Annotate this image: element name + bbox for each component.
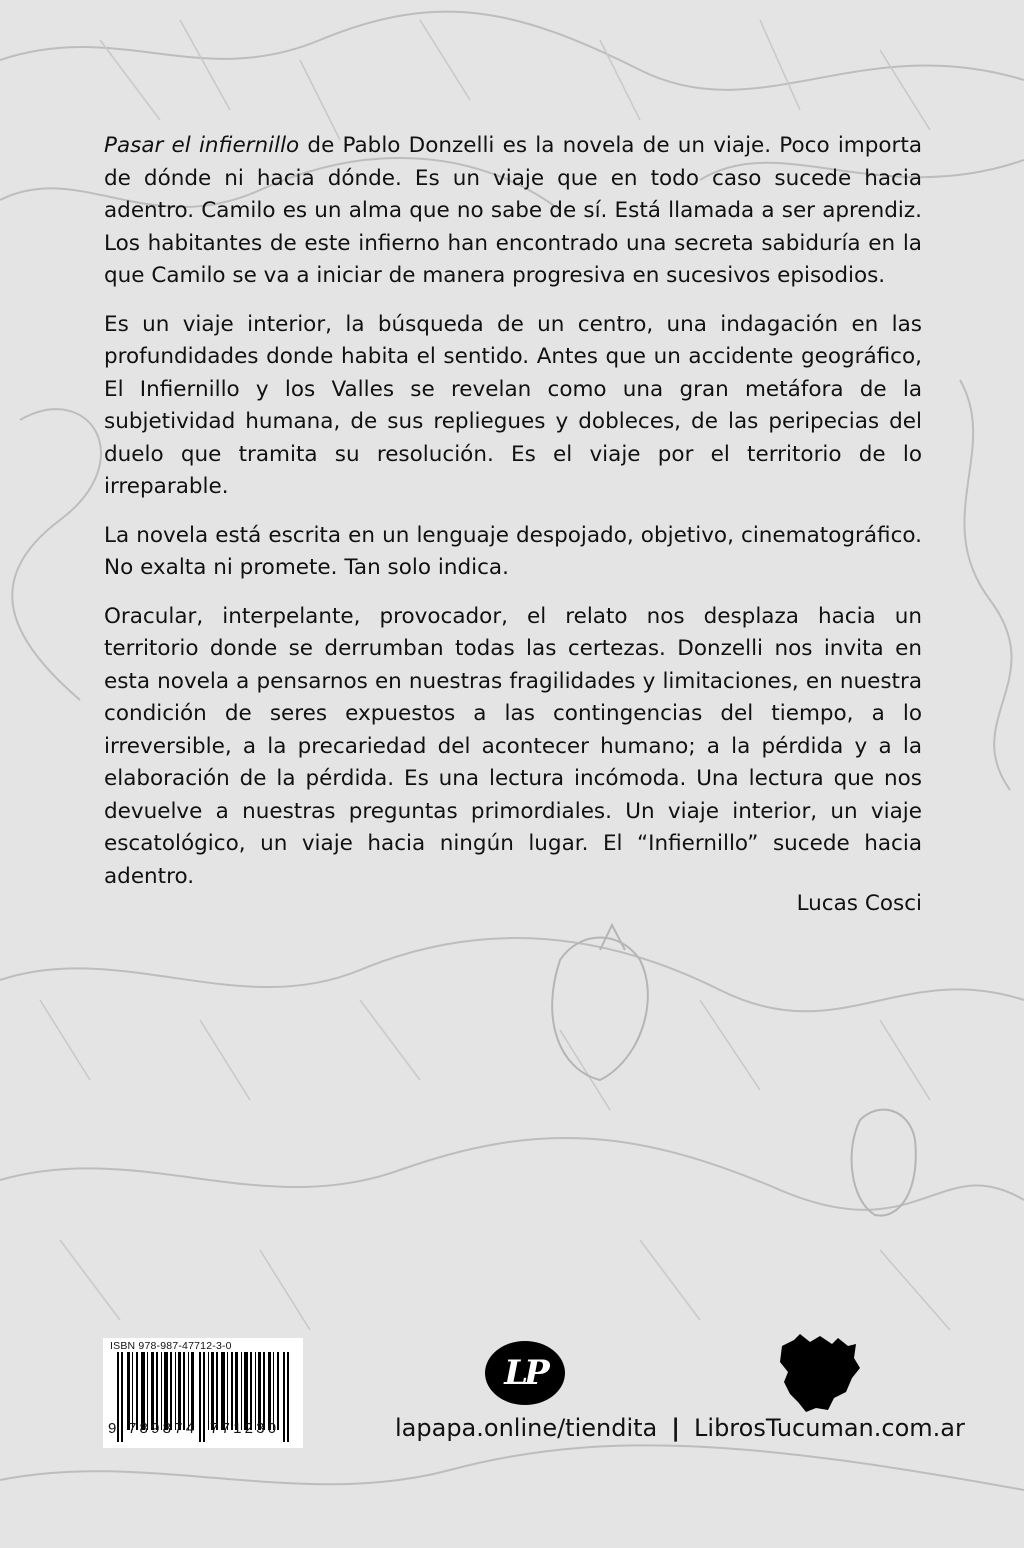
tucuman-map-icon xyxy=(776,1332,862,1414)
blurb-paragraph-2: Es un viaje interior, la búsqueda de un centro, una indagación en las profundidades donde habita el sentido. Antes que un accidente geográfico, El Infiernillo y los Valles se revelan como una gran metáfora de la subjetividad humana, de sus repliegues y dobleces, de las peripecias del duelo que tramita su resolución. Es el viaje por el territorio de lo irreparable. xyxy=(104,311,922,499)
barcode-digits-right: 771230 xyxy=(210,1420,280,1437)
barcode-digits-left: 789874 xyxy=(128,1420,198,1437)
blurb-paragraph-1 xyxy=(104,130,922,293)
publisher-links xyxy=(395,1412,965,1444)
back-cover-blurb xyxy=(104,130,922,909)
blurb-paragraph-3: La novela está escrita en un lenguaje despojado, objetivo, cinematográfico. No exalta ni promete. Tan solo indica. xyxy=(104,522,922,580)
link-librostucuman[interactable]: LibrosTucuman.com.ar xyxy=(694,1414,965,1442)
isbn-label: ISBN 978-987-47712-3-0 xyxy=(110,1340,232,1352)
review-author: Lucas Cosci xyxy=(796,891,922,916)
lp-logo-text: LP xyxy=(504,1353,546,1393)
links-separator: | xyxy=(671,1414,681,1442)
barcode-digit-first: 9 xyxy=(108,1420,120,1437)
book-title: Pasar el infiernillo xyxy=(104,133,300,158)
blurb-paragraph-1-text: de Pablo Donzelli es la novela de un viaje. Poco importa de dónde ni hacia dónde. Es un viaje que en todo caso sucede hacia adentro. Camilo es un alma que no sabe de sí. Está llamada a ser aprendiz. Los habitantes de este infierno han encontrado una secreta sabiduría en la que Camilo se va a iniciar de manera progresiva en sucesivos episodios. xyxy=(104,133,922,288)
blurb-paragraph-4: Oracular, interpelante, provocador, el relato nos desplaza hacia un territorio donde se derrumban todas las certezas. Donzelli nos invita en esta novela a pensarnos en nuestras fragilidades y limitaciones, en nuestra condición de seres expuestos a las contingencias del tiempo, a lo irreversible, a la precariedad del acontecer humano; a la pérdida y a la elaboración de la pérdida. Es una lectura incómoda. Una lectura que nos devuelve a nuestras preguntas primordiales. Un viaje interior, un viaje escatológico, un viaje hacia ningún lugar. El “Infiernillo” sucede hacia adentro. xyxy=(104,603,922,889)
link-lapapa[interactable]: lapapa.online/tiendita xyxy=(395,1414,658,1442)
